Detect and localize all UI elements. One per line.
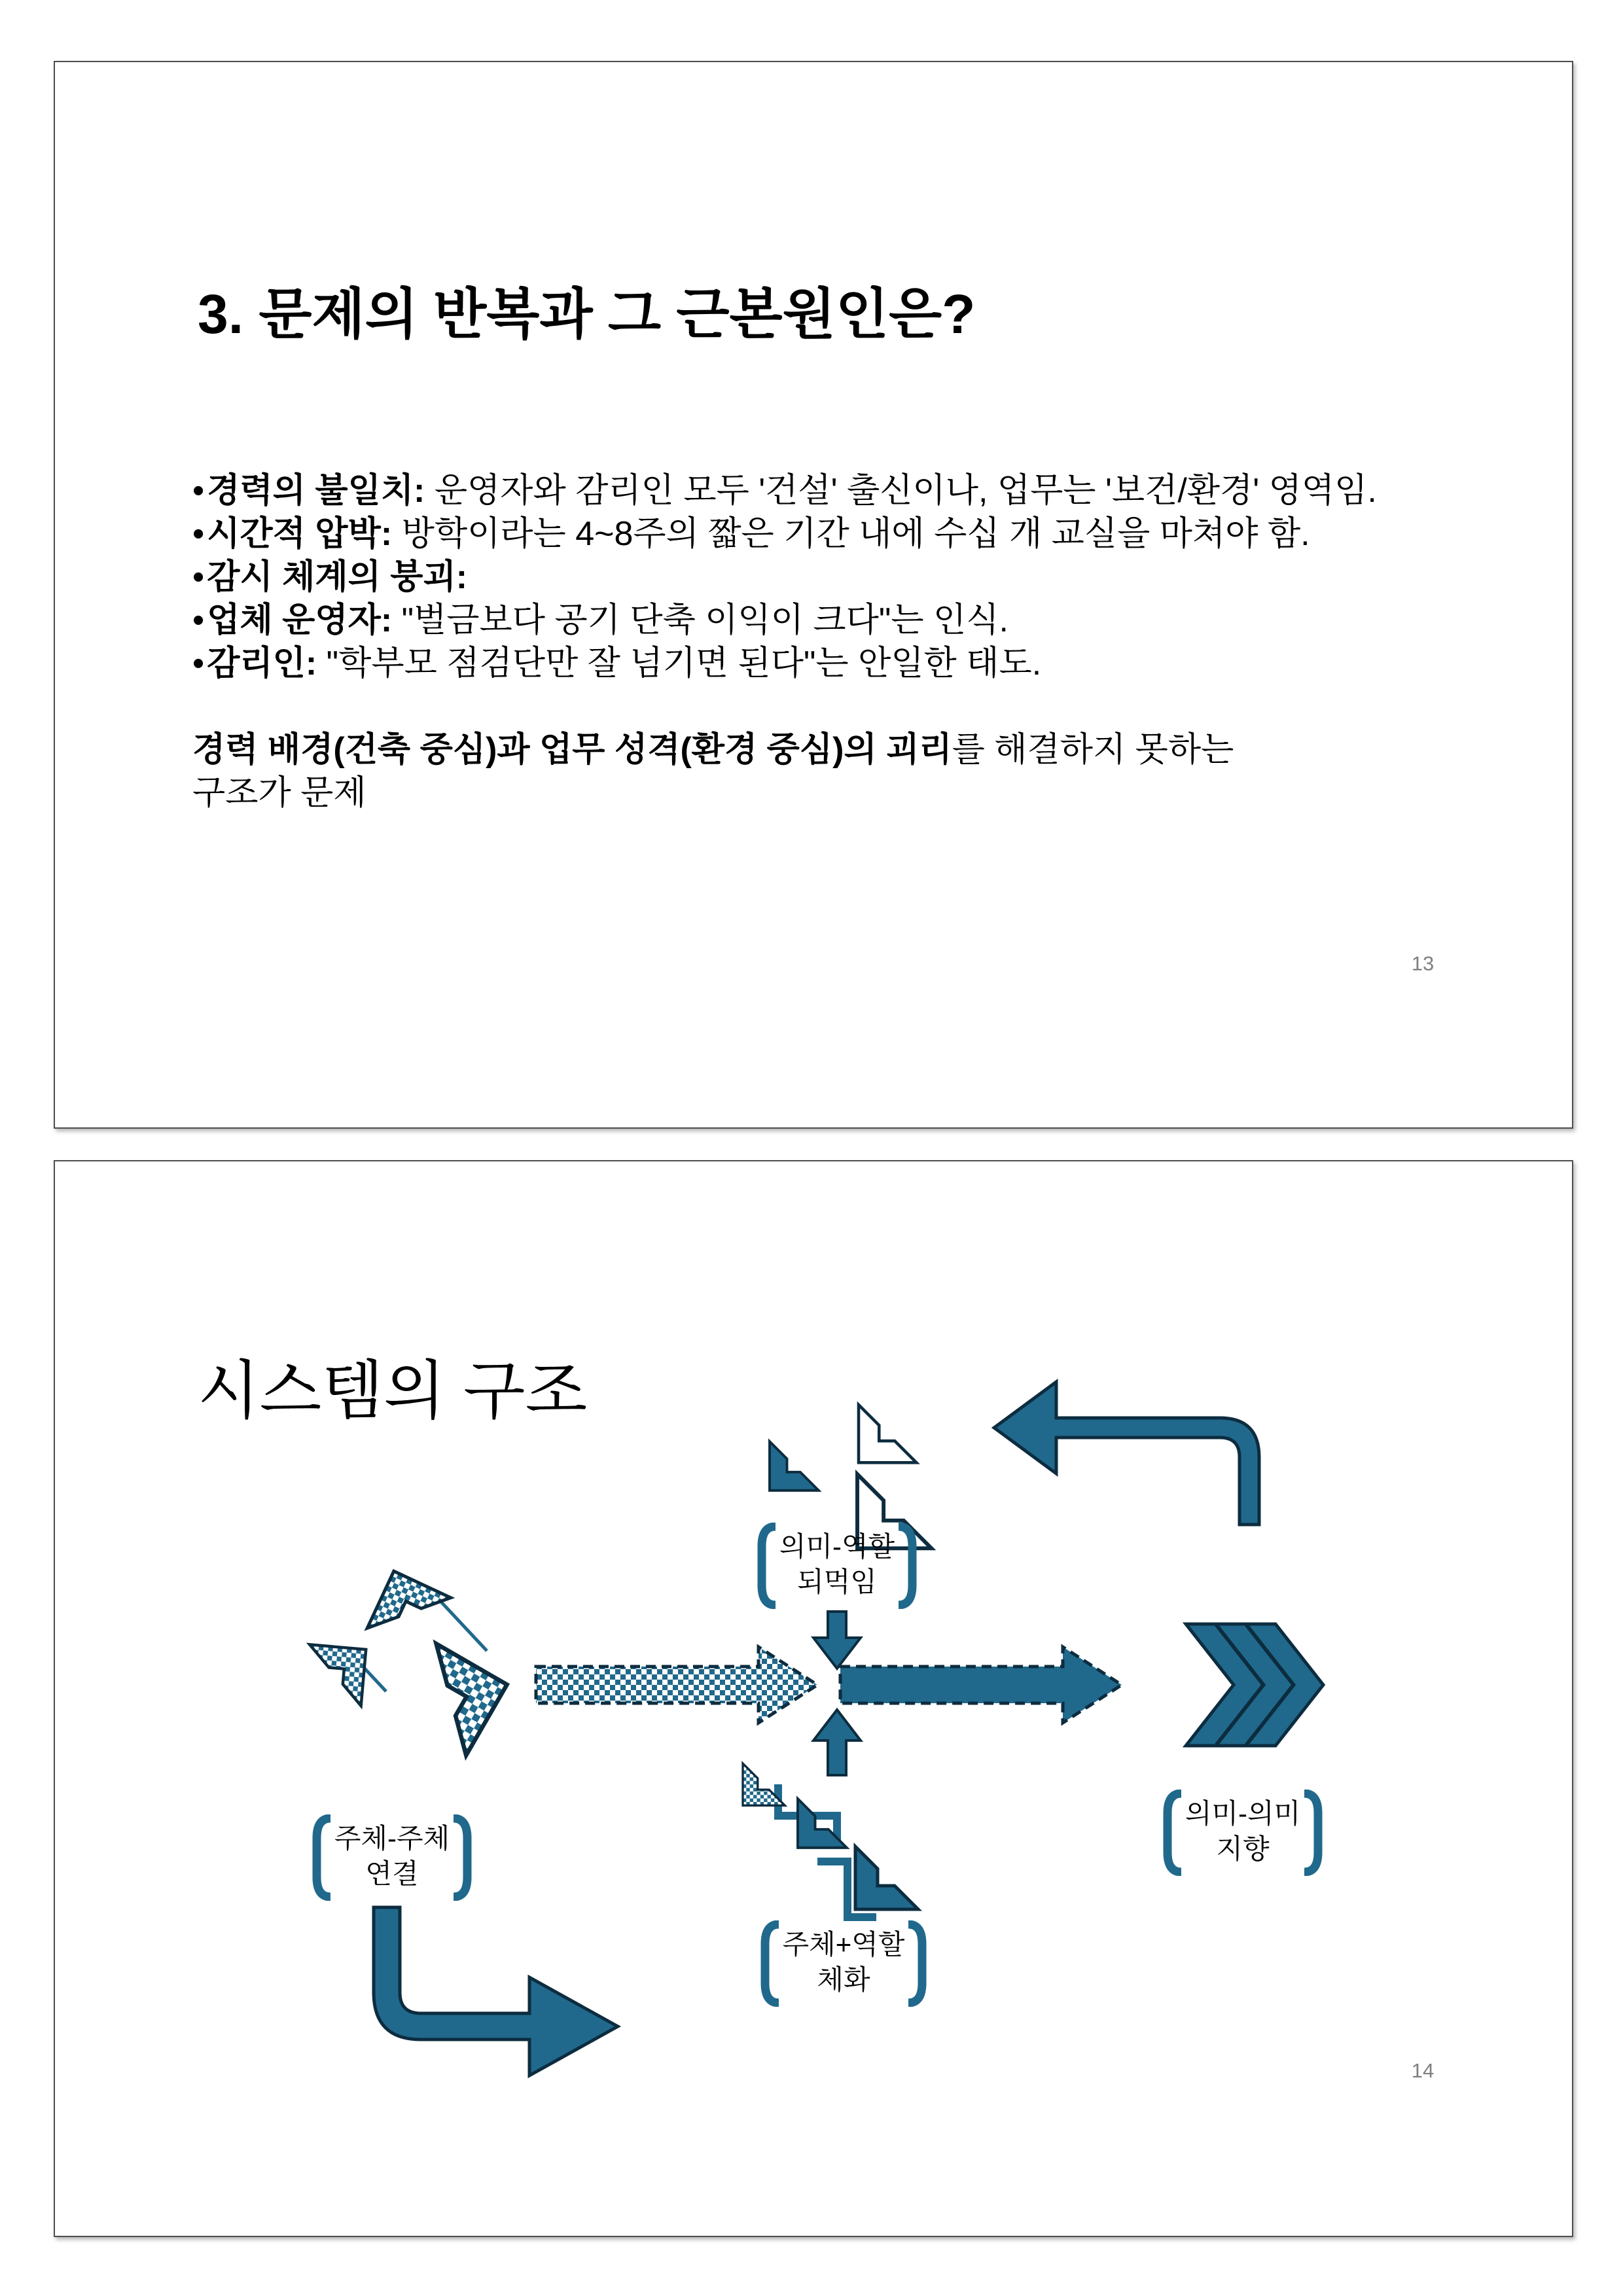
down-arrow-icon — [813, 1612, 861, 1669]
label-text: 주체-주체 연결 — [334, 1823, 450, 1889]
bent-down-right-arrow-icon — [374, 1907, 618, 2075]
bullet-line — [192, 642, 1441, 685]
bullet-dot: • — [192, 558, 205, 596]
closing-strong: 경력 배경(건축 중심)과 업무 성격(환경 중심)의 괴리 — [192, 731, 952, 769]
bullet-dot: • — [192, 472, 205, 510]
right-bracket-icon — [895, 1523, 918, 1609]
bullet-rest: "학부모 점검단만 잘 넘기면 된다"는 안일한 태도. — [317, 645, 1042, 682]
label-meaning-orientation — [1136, 1790, 1349, 1876]
page-number: 14 — [1411, 2059, 1435, 2082]
slide-14 — [54, 1160, 1573, 2237]
slide13-body — [192, 469, 1441, 815]
bent-return-arrow-icon — [994, 1382, 1259, 1525]
slide13-title: 3. 문제의 반복과 그 근본원인은? — [198, 283, 976, 345]
page-number: 13 — [1411, 952, 1435, 975]
closing-rest: 구조가 문제 — [192, 774, 366, 812]
label-text: 의미-의미 지향 — [1185, 1798, 1301, 1864]
label-feedback — [732, 1523, 942, 1609]
solid-arrow-icon — [840, 1647, 1122, 1723]
left-bracket-icon — [759, 1920, 783, 2007]
bullet-strong: 업체 운영자: — [207, 601, 393, 639]
right-bracket-icon — [1300, 1790, 1324, 1876]
slide14-title: 시스템의 구조 — [198, 1354, 588, 1426]
system-structure-diagram — [55, 1161, 1572, 2236]
triple-chevron-icon — [1186, 1624, 1323, 1746]
bullet-line — [192, 469, 1441, 512]
bullet-strong: 감리인: — [207, 645, 317, 682]
star-pinwheel-icon — [305, 1571, 507, 1755]
bullet-dot: • — [192, 601, 205, 639]
right-bracket-icon — [904, 1920, 928, 2007]
label-text: 주체+역할 체화 — [782, 1929, 905, 1995]
checkered-arrow-icon — [536, 1647, 817, 1723]
bullet-dot: • — [192, 645, 205, 682]
bullet-line — [192, 556, 1441, 599]
left-bracket-icon — [311, 1814, 334, 1901]
bullet-strong: 경력의 불일치: — [207, 472, 425, 510]
label-subject-link — [285, 1814, 499, 1901]
bullet-line — [192, 599, 1441, 642]
bullet-strong: 감시 체계의 붕괴: — [207, 558, 468, 596]
right-bracket-icon — [450, 1814, 473, 1901]
closing-rest: 를 해결하지 못하는 — [952, 731, 1234, 769]
bullet-line — [192, 512, 1441, 556]
left-bracket-icon — [1162, 1790, 1185, 1876]
bullet-strong: 시간적 압박: — [207, 515, 393, 553]
left-bracket-icon — [756, 1523, 779, 1609]
slide-13 — [54, 61, 1573, 1129]
closing-paragraph — [192, 728, 1441, 815]
bullet-rest: 방학이라는 4~8주의 짧은 기간 내에 수십 개 교실을 마쳐야 함. — [392, 515, 1310, 553]
bullet-rest: 운영자와 감리인 모두 '건설' 출신이나, 업무는 '보건/환경' 영역임. — [425, 472, 1377, 510]
up-arrow-icon — [813, 1710, 861, 1775]
bullet-dot: • — [192, 515, 205, 553]
label-text: 의미-역할 되먹임 — [779, 1531, 895, 1597]
label-embodiment — [737, 1920, 950, 2007]
staircase-chevron-icon — [743, 1763, 918, 1917]
bullet-rest: "벌금보다 공기 단축 이익이 크다"는 인식. — [392, 601, 1008, 639]
